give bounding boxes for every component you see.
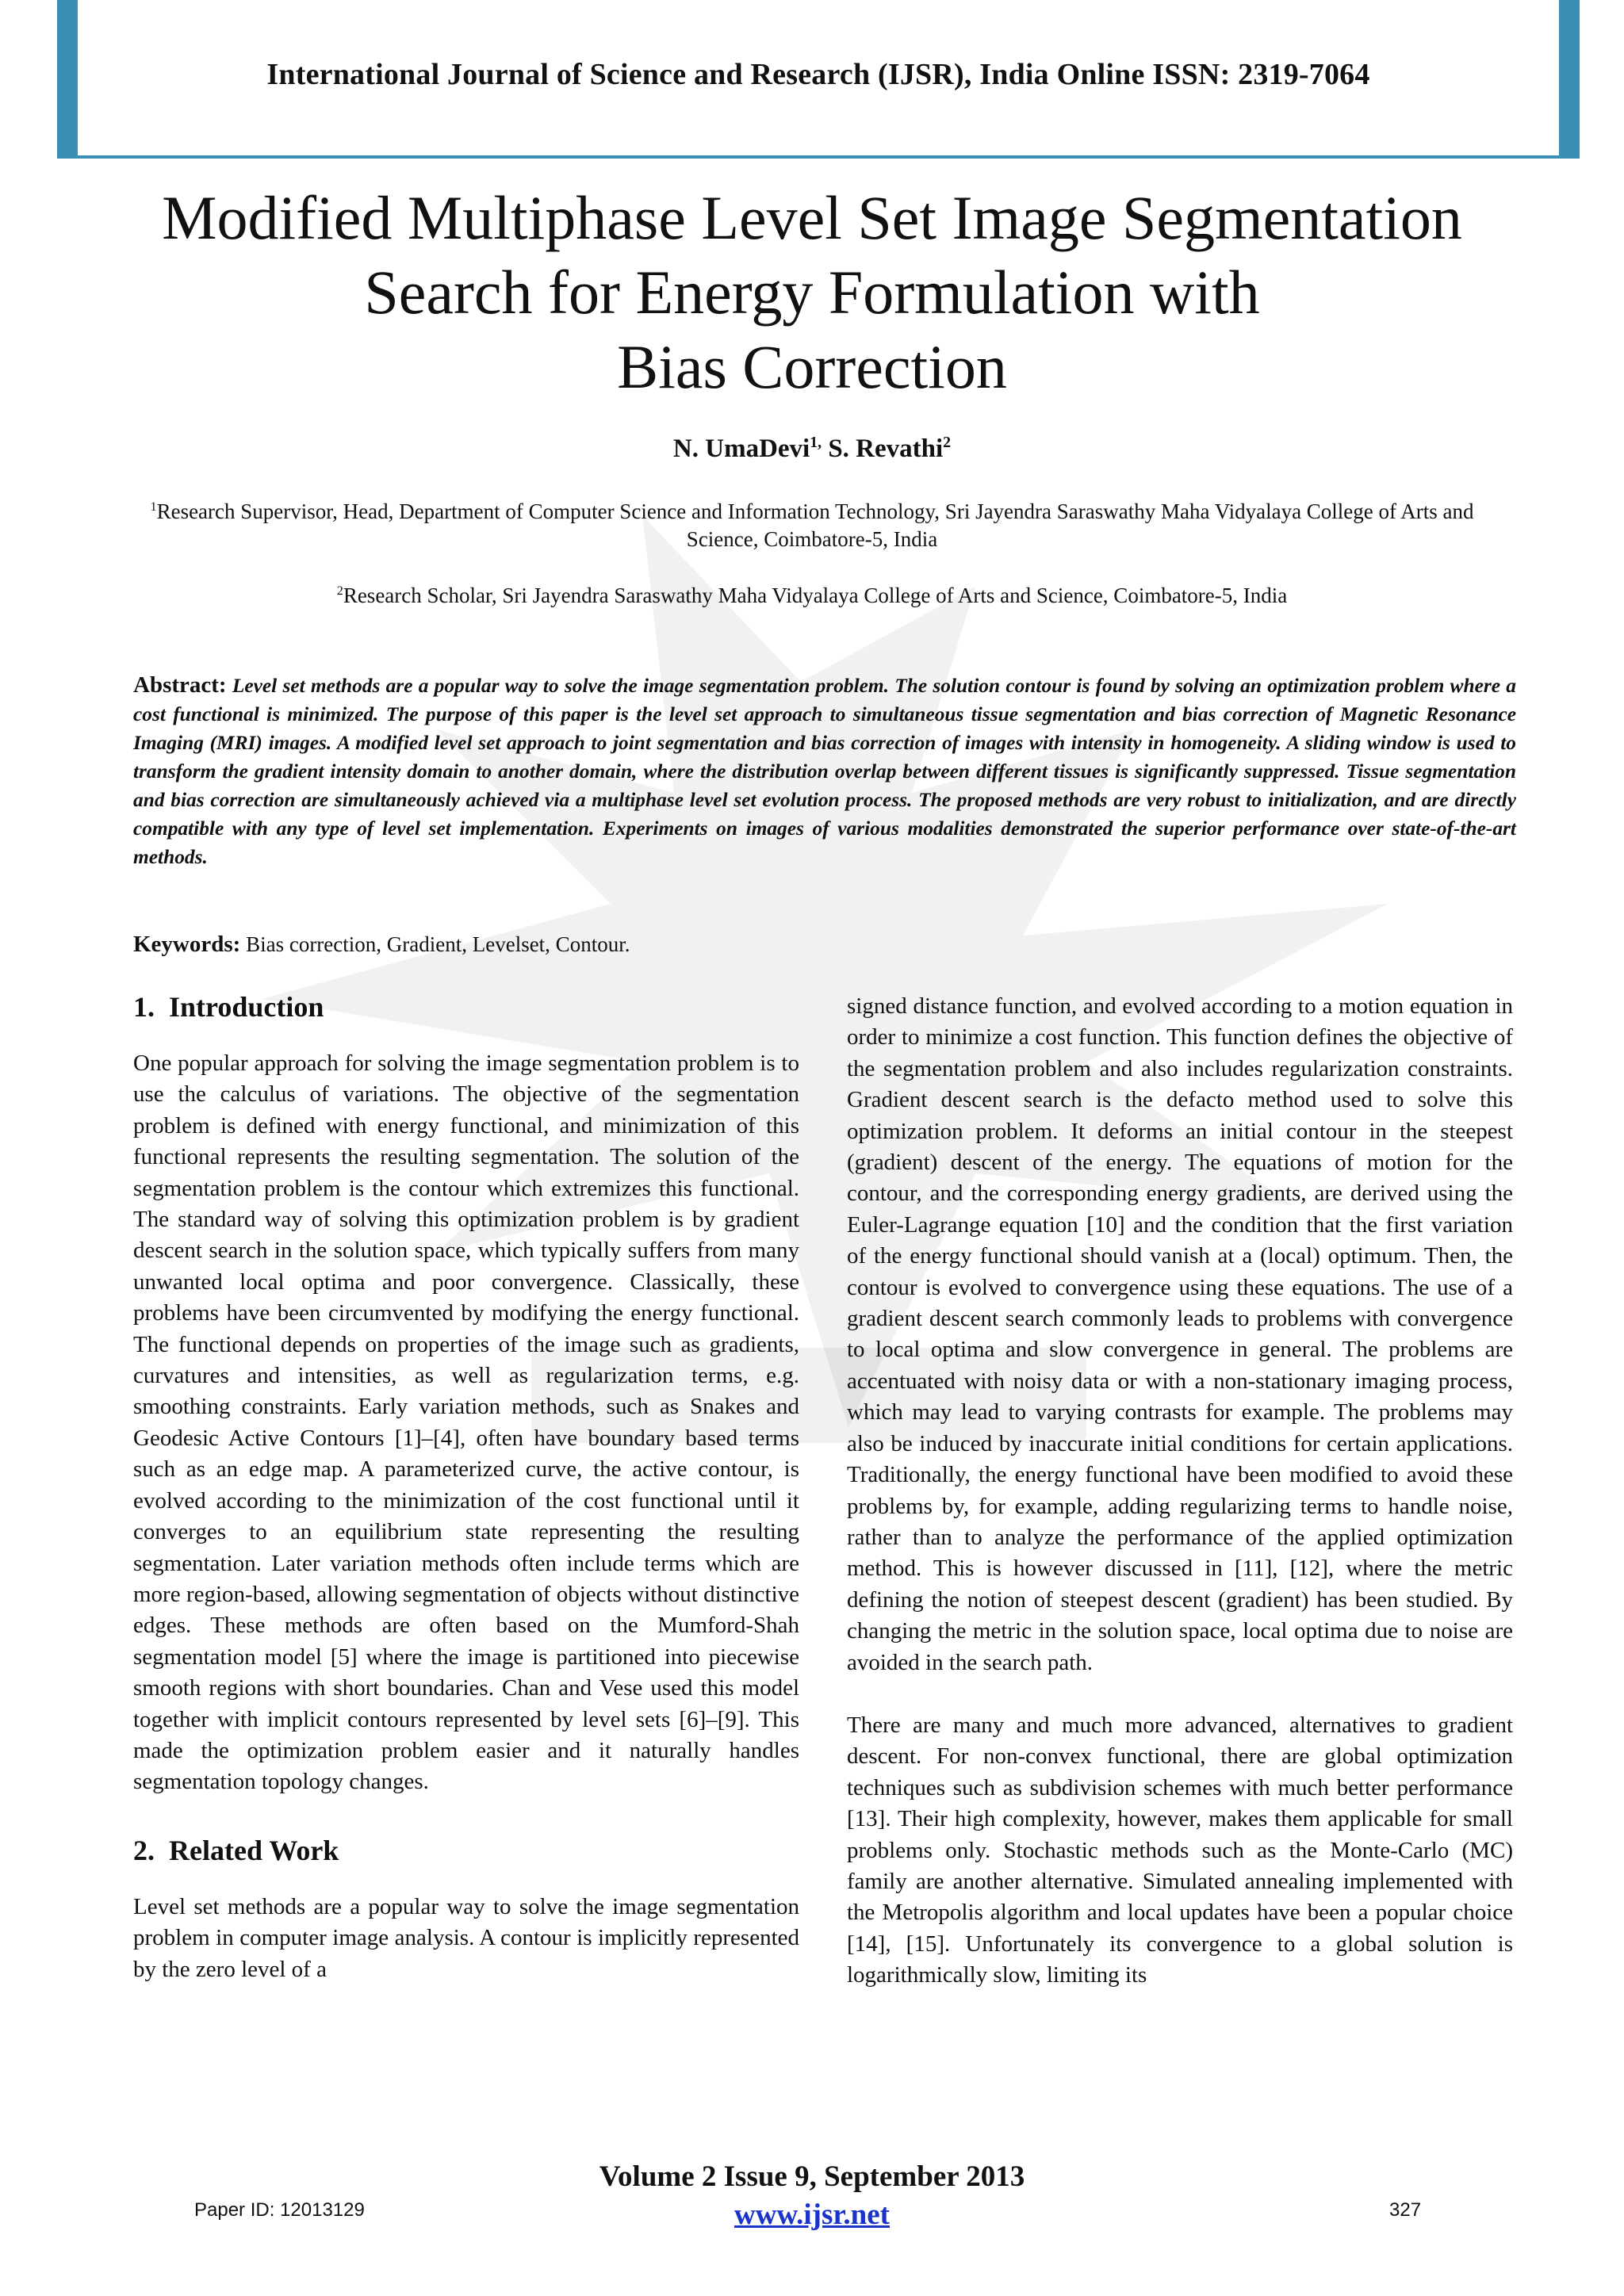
title-line-2: Search for Energy Formulation with	[364, 258, 1260, 327]
author-1-affil-mark: 1,	[810, 434, 822, 451]
introduction-heading: 1. Introduction	[133, 991, 324, 1023]
affiliation-2	[119, 582, 1505, 610]
abstract-label: Abstract:	[133, 672, 227, 698]
keywords	[133, 932, 630, 958]
related-work-heading: 2. Related Work	[133, 1834, 339, 1866]
footer-paper-id: Paper ID: 12013129	[194, 2199, 365, 2221]
paper-title	[95, 181, 1529, 404]
right-column	[847, 991, 1513, 1992]
title-line-3: Bias Correction	[617, 332, 1007, 401]
introduction-paragraph: One popular approach for solving the image segmentation problem is to use the calculus of variations. The objective of the segmentation problem is defined with energy functional, and minimization of this functional represents the resulting segmentation. The solution of the segmentation problem is the contour which extremizes this functional. The standard way of solving this optimization problem is by gradient descent search in the solution space, which typically suffers from many unwanted local optima and poor convergence. Classically, these problems have been circumvented by modifying the energy functional. The functional depends on properties of the image such as gradients, curvatures and intensities, as well as regularization terms, e.g. smoothing constraints. Early variation methods, such as Snakes and Geodesic Active Contours [1]–[4], often have boundary based terms such as an edge map. A parameterized curve, the active contour, is evolved according to the minimization of the cost functional until it converges to an equilibrium state representing the resulting segmentation. Later variation methods often include terms which are more region-based, allowing segmentation of objects without distinctive edges. These methods are often based on the Mumford-Shah segmentation model [5] where the image is partitioned into piecewise smooth regions with short boundaries. Chan and Vese used this model together with implicit contours represented by level sets [6]–[9]. This made the optimization problem easier and it naturally handles segmentation topology changes.	[133, 1050, 799, 1795]
related-work-paragraph: Level set methods are a popular way to solve the image segmentation problem in computer image analysis. A contour is implicitly represented by the zero level of a	[133, 1893, 799, 1982]
footer-website-link[interactable]: www.ijsr.net	[734, 2198, 890, 2231]
footer-page-number: 327	[1389, 2199, 1422, 2221]
abstract-text: Level set methods are a popular way to solve the image segmentation problem. The solution contour is found by solving an optimization problem where a cost functional is minimized. The purpose of this paper is the level set approach to simultaneous tissue segmentation and bias correction of Magnetic Resonance Imaging (MRI) images. A modified level set approach to joint segmentation and bias correction of images with intensity in homogeneity. A sliding window is used to transform the gradient intensity domain to another domain, where the distribution overlap between different tissues is significantly suppressed. Tissue segmentation and bias correction are simultaneously achieved via a multiphase level set evolution process. The proposed methods are very robust to initialization, and are directly compatible with any type of level set implementation. Experiments on images of various modalities demonstrated the superior performance over state-of-the-art methods.	[133, 675, 1516, 868]
journal-header	[57, 0, 1580, 159]
author-2-affil-mark: 2	[943, 434, 952, 451]
left-column	[133, 991, 799, 1985]
title-line-1: Modified Multiphase Level Set Image Segmentation	[162, 183, 1462, 252]
affiliation-2-text: Research Scholar, Sri Jayendra Saraswathy Maha Vidyalaya College of Arts and Science, Coimbatore-5, India	[343, 584, 1288, 607]
affiliation-1-mark: 1	[150, 499, 157, 514]
header-rule	[78, 155, 1559, 159]
journal-title: International Journal of Science and Research (IJSR), India Online ISSN: 2319-7064	[266, 58, 1370, 91]
author-list	[0, 434, 1624, 464]
author-1: N. UmaDevi	[672, 434, 810, 463]
keywords-text: Bias correction, Gradient, Levelset, Contour.	[246, 932, 630, 956]
affiliation-1-text: Research Supervisor, Head, Department of Computer Science and Information Technology, Sri Jayendra Saraswathy Maha Vidyalaya College of Arts and Science, Coimbatore-5, India	[156, 499, 1474, 551]
footer-volume: Volume 2 Issue 9, September 2013	[599, 2160, 1025, 2193]
author-2: S. Revathi	[828, 434, 944, 463]
keywords-label: Keywords:	[133, 932, 241, 957]
affiliation-2-mark: 2	[336, 584, 343, 598]
affiliation-1	[119, 498, 1505, 553]
right-column-paragraph-1: signed distance function, and evolved according to a motion equation in order to minimize a cost function. This function defines the objective of the segmentation problem and also includes regularization constraints. Gradient descent search is the defacto method used to solve this optimization problem. It deforms an initial contour in the steepest (gradient) descent of the energy. The equations of motion for the contour, and the corresponding energy gradients, are derived using the Euler-Lagrange equation [10] and the condition that the first variation of the energy functional should vanish at a (local) optimum. Then, the contour is evolved to convergence using these equations. The use of a gradient descent search commonly leads to problems with convergence to local optima and slow convergence in general. The problems are accentuated with noisy data or with a non-stationary imaging process, which may lead to varying contrasts for example. The problems may also be induced by inaccurate initial conditions for certain applications. Traditionally, the energy functional have been modified to avoid these problems by, for example, adding regularizing terms to handle noise, rather than to analyze the performance of the applied optimization method. This is however discussed in [11], [12], where the metric defining the notion of steepest descent (gradient) has been studied. By changing the metric in the solution space, local optima due to noise are avoided in the search path.	[847, 993, 1513, 1675]
right-column-paragraph-2: There are many and much more advanced, alternatives to gradient descent. For non-convex functional, there are global optimization techniques such as subdivision schemes with much better performance [13]. Their high complexity, however, makes them applicable for small problems only. Stochastic methods such as the Monte-Carlo (MC) family are another alternative. Simulated annealing implemented with the Metropolis algorithm and local updates have been a popular choice [14], [15]. Unfortunately its convergence to a global solution is logarithmically slow, limiting its	[847, 1712, 1513, 1988]
abstract	[133, 671, 1516, 871]
